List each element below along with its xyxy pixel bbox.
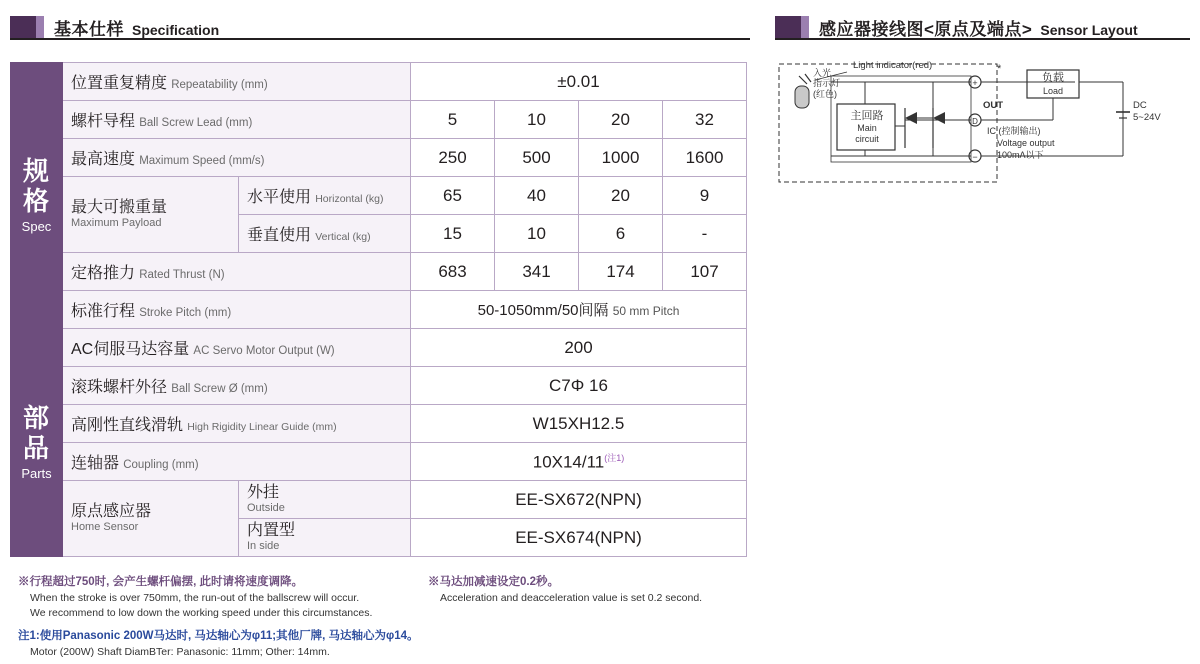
- diode-icon: [933, 112, 945, 124]
- transistor-icon: [905, 112, 917, 124]
- cell-repeatability-value: ±0.01: [411, 63, 747, 101]
- label-voltage-en1: Voltage output: [997, 138, 1055, 148]
- row-label-coupling: [63, 443, 411, 481]
- table-row: [11, 139, 747, 177]
- row-label-en: Home Sensor: [71, 520, 139, 533]
- side-label-parts-cn: 部品: [22, 403, 50, 463]
- label-out: OUT: [983, 100, 1004, 111]
- table-row: [11, 101, 747, 139]
- row-label-cn: 位置重复精度: [71, 75, 168, 92]
- header-bar-dark: [775, 16, 801, 38]
- specification-table: [10, 62, 747, 557]
- cell-thrust-4: 107: [663, 253, 747, 291]
- row-label-cn: 高刚性直线滑轨: [71, 417, 184, 434]
- sensor-section-header: [775, 14, 1190, 40]
- cell-stroke-value-cn: 50-1050mm/50间隔: [477, 302, 609, 319]
- footnote-motor-shaft-en: Motor (200W) Shaft DiamBTer: Panasonic: 11mm; Other: 14mm.: [30, 646, 330, 659]
- label-ic-output: IC (控制输出): [987, 126, 1041, 136]
- row-label-lead: [63, 101, 411, 139]
- row-label-en: High Rigidity Linear Guide (mm): [187, 421, 337, 433]
- table-row: [11, 367, 747, 405]
- row-label-cn: 外挂: [247, 484, 280, 502]
- cell-max-speed-1: 250: [411, 139, 495, 177]
- row-label-guide: [63, 405, 411, 443]
- cell-payload-v-1: 15: [411, 215, 495, 253]
- row-label-en: Rated Thrust (N): [139, 269, 225, 281]
- sensor-header-rule: [775, 38, 1190, 40]
- header-bar-light: [36, 16, 44, 38]
- star-marker: *: [997, 63, 1002, 75]
- cell-payload-h-1: 65: [411, 177, 495, 215]
- footnote-accel: [428, 574, 778, 606]
- table-row: [11, 329, 747, 367]
- row-label-en: In side: [247, 539, 280, 552]
- row-label-cn: 最高速度: [71, 151, 136, 168]
- sensor-wiring-diagram: [775, 56, 1190, 206]
- side-label-parts: [11, 329, 63, 557]
- row-label-cn: 螺杆导程: [71, 113, 136, 130]
- row-label-max-speed: [63, 139, 411, 177]
- cell-home-outside-value: EE-SX672(NPN): [411, 481, 747, 519]
- table-row: [11, 405, 747, 443]
- cell-thrust-2: 341: [495, 253, 579, 291]
- cell-payload-v-2: 10: [495, 215, 579, 253]
- row-label-home-outside: [239, 481, 411, 519]
- row-label-en: Ball Screw Ø (mm): [171, 383, 268, 395]
- row-label-home-sensor: [63, 481, 239, 557]
- cell-payload-v-3: 6: [579, 215, 663, 253]
- row-label-en: Maximum Speed (mm/s): [139, 155, 265, 167]
- table-row: [11, 63, 747, 101]
- row-label-cn: 垂直使用: [247, 227, 312, 244]
- footnote-stroke-en1: When the stroke is over 750mm, the run-out of the ballscrew will occur.: [30, 592, 360, 605]
- side-label-spec-en: Spec: [21, 218, 52, 234]
- row-label-en: Ball Screw Lead (mm): [139, 117, 253, 129]
- cell-lead-4: 32: [663, 101, 747, 139]
- table-row: [11, 253, 747, 291]
- row-label-motor: [63, 329, 411, 367]
- cell-stroke-value: [411, 291, 747, 329]
- row-label-en: Maximum Payload: [71, 216, 162, 229]
- cell-home-inside-value: EE-SX674(NPN): [411, 519, 747, 557]
- label-main-circuit-en2: circuit: [855, 133, 879, 144]
- led-icon: [795, 86, 809, 108]
- cell-payload-h-4: 9: [663, 177, 747, 215]
- label-dc-supply: [1133, 100, 1161, 125]
- row-label-thrust: [63, 253, 411, 291]
- cell-coupling-value: [411, 443, 747, 481]
- cell-max-speed-4: 1600: [663, 139, 747, 177]
- svg-text:+: +: [972, 78, 978, 88]
- side-label-spec: [11, 63, 63, 329]
- row-label-en: Vertical (kg): [315, 231, 371, 243]
- cell-max-speed-2: 500: [495, 139, 579, 177]
- label-voltage-en2: 100mA以下: [997, 149, 1044, 160]
- footnote-motor-shaft-cn: 注1:使用Panasonic 200W马达时, 马达轴心为φ11;其他厂牌, 马达轴心为φ14。: [18, 630, 419, 642]
- light-rays-icon: [799, 74, 811, 84]
- label-main-circuit-en1: Main: [857, 123, 877, 134]
- row-label-en: AC Servo Motor Output (W): [193, 345, 335, 357]
- cell-lead-2: 10: [495, 101, 579, 139]
- label-voltage-output: [997, 138, 1055, 161]
- svg-text:D: D: [972, 117, 978, 126]
- footnote-accel-cn: ※马达加减速设定0.2秒。: [428, 576, 559, 588]
- cell-payload-h-3: 20: [579, 177, 663, 215]
- row-label-stroke: [63, 291, 411, 329]
- spec-title-cn: 基本仕样: [54, 19, 124, 39]
- cell-thrust-3: 174: [579, 253, 663, 291]
- cell-max-speed-3: 1000: [579, 139, 663, 177]
- row-label-payload-horizontal: [239, 177, 411, 215]
- label-dc-range: 5~24V: [1133, 112, 1161, 124]
- cell-ballscrew-value: C7Φ 16: [411, 367, 747, 405]
- row-label-cn: 连轴器: [71, 455, 120, 472]
- sensor-title-cn: 感应器接线图<原点及端点>: [819, 19, 1033, 39]
- row-label-home-inside: [239, 519, 411, 557]
- sensor-title-en: Sensor Layout: [1040, 21, 1138, 38]
- table-row: [11, 443, 747, 481]
- label-load-cn: 负载: [1042, 72, 1064, 84]
- label-load: [1027, 72, 1079, 97]
- table-row: [11, 177, 747, 215]
- label-light-indicator-cn: [813, 68, 840, 99]
- row-label-repeatability: [63, 63, 411, 101]
- row-label-payload: [63, 177, 239, 253]
- row-label-en: Stroke Pitch (mm): [139, 307, 232, 319]
- cell-coupling-footnote: (注1): [604, 452, 625, 463]
- spec-section-header: [10, 14, 750, 40]
- label-load-en: Load: [1042, 85, 1064, 96]
- row-label-en: Coupling (mm): [123, 459, 199, 471]
- footnote-accel-en: Acceleration and deacceleration value is set 0.2 second.: [440, 592, 703, 605]
- cell-thrust-1: 683: [411, 253, 495, 291]
- row-label-en: Horizontal (kg): [315, 193, 384, 205]
- row-label-cn: 最大可搬重量: [71, 199, 168, 217]
- row-label-payload-vertical: [239, 215, 411, 253]
- row-label-ballscrew: [63, 367, 411, 405]
- label-light-cn3: (红色): [813, 88, 837, 99]
- cell-lead-3: 20: [579, 101, 663, 139]
- row-label-cn: 水平使用: [247, 189, 312, 206]
- side-label-parts-en: Parts: [21, 465, 52, 481]
- label-main-circuit-cn: 主回路: [850, 110, 884, 122]
- row-label-en: Repeatability (mm): [171, 79, 268, 91]
- cell-coupling-text: 10X14/11: [532, 452, 605, 472]
- footnote-stroke: [18, 574, 418, 622]
- cell-stroke-value-en: 50 mm Pitch: [612, 304, 680, 318]
- row-label-en: Outside: [247, 501, 285, 514]
- label-main-circuit: [839, 110, 895, 145]
- row-label-cn: 滚珠螺杆外径: [71, 379, 168, 396]
- row-label-cn: 原点感应器: [71, 503, 152, 521]
- table-row: [11, 481, 747, 519]
- header-bar-dark: [10, 16, 36, 38]
- cell-payload-h-2: 40: [495, 177, 579, 215]
- header-bar-light: [801, 16, 809, 38]
- row-label-cn: 标准行程: [71, 303, 136, 320]
- spec-title-en: Specification: [132, 21, 220, 38]
- label-light-cn1: 入光: [813, 68, 832, 78]
- footnote-motor-shaft: [18, 628, 618, 660]
- cell-guide-value: W15XH12.5: [411, 405, 747, 443]
- cell-motor-value: 200: [411, 329, 747, 367]
- svg-text:−: −: [972, 152, 978, 162]
- label-dc: DC: [1133, 100, 1147, 111]
- label-light-indicator-en: Light indicator(red): [853, 60, 933, 71]
- side-label-spec-cn: 规格: [22, 156, 50, 216]
- cell-payload-v-4: -: [663, 215, 747, 253]
- row-label-cn: 内置型: [247, 522, 296, 540]
- row-label-cn: 定格推力: [71, 265, 136, 282]
- spec-header-rule: [10, 38, 750, 40]
- footnote-stroke-cn: ※行程超过750时, 会产生螺杆偏摆, 此时请将速度调降。: [18, 576, 303, 588]
- row-label-cn: AC伺服马达容量: [71, 341, 190, 358]
- cell-lead-1: 5: [411, 101, 495, 139]
- table-row: [11, 291, 747, 329]
- label-light-cn2: 指示灯: [813, 78, 841, 89]
- footnote-stroke-en2: We recommend to low down the working speed under this circumstances.: [30, 607, 373, 620]
